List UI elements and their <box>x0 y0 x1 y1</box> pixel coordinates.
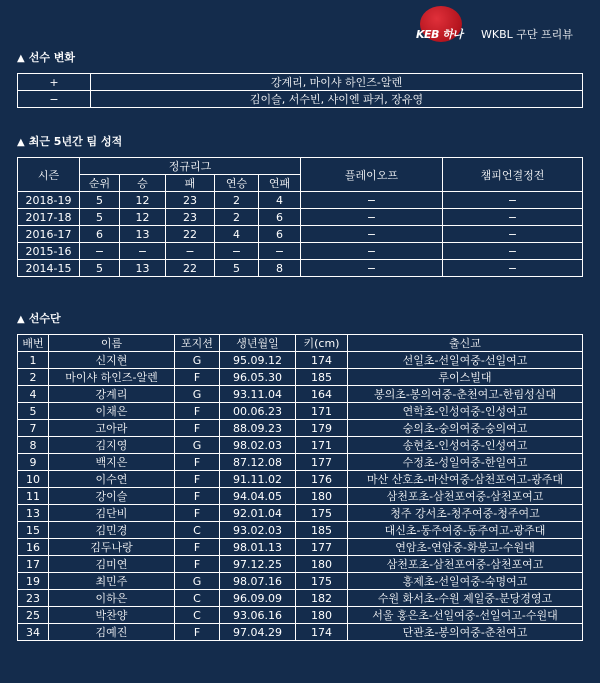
cell-position: F <box>175 488 220 505</box>
cell-school: 연암초-연암중-화봉고-수원대 <box>348 539 583 556</box>
cell-school: 홍제초-선일여중-숙명여고 <box>348 573 583 590</box>
cell-position: F <box>175 454 220 471</box>
player-change-row <box>18 91 583 108</box>
cell-position: F <box>175 539 220 556</box>
cell-school: 선일초-선일여중-선일여고 <box>348 352 583 369</box>
header-school: 출신교 <box>348 335 583 352</box>
table-row <box>18 369 583 386</box>
cell-name: 김단비 <box>49 505 175 522</box>
cell-wins: 12 <box>120 192 166 209</box>
cell-position: F <box>175 403 220 420</box>
cell-number: 5 <box>18 403 49 420</box>
player-change-row <box>18 74 583 91</box>
cell-height: 177 <box>296 539 348 556</box>
cell-height: 179 <box>296 420 348 437</box>
table-row <box>18 573 583 590</box>
cell-birth: 98.07.16 <box>220 573 296 590</box>
cell-number: 13 <box>18 505 49 522</box>
cell-wins: 13 <box>120 260 166 277</box>
cell-name: 김두나랑 <box>49 539 175 556</box>
cell-number: 15 <box>18 522 49 539</box>
cell-school: 연학초-인성여중-인성여고 <box>348 403 583 420</box>
cell-number: 11 <box>18 488 49 505</box>
cell-wins: 13 <box>120 226 166 243</box>
cell-number: 4 <box>18 386 49 403</box>
table-row <box>18 607 583 624</box>
cell-championship: − <box>443 192 583 209</box>
cell-playoff: − <box>301 226 443 243</box>
cell-height: 180 <box>296 607 348 624</box>
cell-position: F <box>175 420 220 437</box>
header-rank: 순위 <box>80 175 120 192</box>
cell-sign: − <box>18 91 91 108</box>
cell-position: C <box>175 522 220 539</box>
cell-name: 이하은 <box>49 590 175 607</box>
cell-number: 23 <box>18 590 49 607</box>
cell-wins: − <box>120 243 166 260</box>
cell-school: 봉의초-봉의여중-춘천여고-한림성심대 <box>348 386 583 403</box>
season-result-row <box>18 209 583 226</box>
cell-name: 강계리 <box>49 386 175 403</box>
cell-playoff: − <box>301 209 443 226</box>
cell-birth: 98.01.13 <box>220 539 296 556</box>
triangle-bullet-icon: ▲ <box>17 137 25 148</box>
cell-school: 숭의초-숭의여중-숭의여고 <box>348 420 583 437</box>
table-row <box>18 437 583 454</box>
header-position: 포지션 <box>175 335 220 352</box>
cell-birth: 93.02.03 <box>220 522 296 539</box>
cell-birth: 96.05.30 <box>220 369 296 386</box>
cell-birth: 91.11.02 <box>220 471 296 488</box>
cell-height: 180 <box>296 488 348 505</box>
cell-position: G <box>175 386 220 403</box>
cell-number: 7 <box>18 420 49 437</box>
recent-results-table <box>17 157 583 277</box>
table-row <box>18 556 583 573</box>
cell-playoff: − <box>301 260 443 277</box>
cell-rank: 5 <box>80 260 120 277</box>
player-changes-table <box>17 73 583 108</box>
header-name: 이름 <box>49 335 175 352</box>
cell-losses: 22 <box>166 226 215 243</box>
cell-name: 마이샤 하인즈-알렌 <box>49 369 175 386</box>
cell-school: 청주 강서초-청주여중-청주여고 <box>348 505 583 522</box>
table-row <box>18 352 583 369</box>
cell-name: 최민주 <box>49 573 175 590</box>
triangle-bullet-icon: ▲ <box>17 53 25 64</box>
cell-win-streak: 2 <box>215 209 259 226</box>
cell-position: G <box>175 573 220 590</box>
cell-rank: − <box>80 243 120 260</box>
cell-win-streak: 5 <box>215 260 259 277</box>
cell-sign: + <box>18 74 91 91</box>
cell-position: F <box>175 369 220 386</box>
table-row <box>18 454 583 471</box>
cell-name: 신지현 <box>49 352 175 369</box>
cell-number: 9 <box>18 454 49 471</box>
page-title: WKBL 구단 프리뷰 <box>481 28 573 41</box>
cell-number: 16 <box>18 539 49 556</box>
cell-loss-streak: 6 <box>259 226 301 243</box>
table-row <box>18 624 583 641</box>
table-row <box>18 522 583 539</box>
cell-height: 175 <box>296 505 348 522</box>
cell-height: 174 <box>296 624 348 641</box>
cell-school: 루이스빌대 <box>348 369 583 386</box>
season-result-row <box>18 243 583 260</box>
cell-name: 김지영 <box>49 437 175 454</box>
cell-name: 박찬양 <box>49 607 175 624</box>
cell-losses: 23 <box>166 209 215 226</box>
cell-number: 1 <box>18 352 49 369</box>
cell-playoff: − <box>301 192 443 209</box>
cell-win-streak: 2 <box>215 192 259 209</box>
cell-position: G <box>175 437 220 454</box>
cell-championship: − <box>443 209 583 226</box>
cell-height: 175 <box>296 573 348 590</box>
cell-school: 단관초-봉의여중-춘천여고 <box>348 624 583 641</box>
cell-position: C <box>175 590 220 607</box>
table-row <box>18 505 583 522</box>
cell-school: 수정초-성일여중-한일여고 <box>348 454 583 471</box>
cell-height: 185 <box>296 522 348 539</box>
cell-school: 서울 홍은초-선일여중-선일여고-수원대 <box>348 607 583 624</box>
team-logo-text: KEB 하나 <box>416 28 463 41</box>
cell-number: 10 <box>18 471 49 488</box>
cell-position: F <box>175 624 220 641</box>
cell-losses: − <box>166 243 215 260</box>
cell-name: 이수연 <box>49 471 175 488</box>
cell-name: 강이슬 <box>49 488 175 505</box>
cell-losses: 23 <box>166 192 215 209</box>
table-row <box>18 590 583 607</box>
cell-school: 마산 산호초-마산여중-삼천포여고-광주대 <box>348 471 583 488</box>
header-height: 키(cm) <box>296 335 348 352</box>
header-wins: 승 <box>120 175 166 192</box>
cell-win-streak: − <box>215 243 259 260</box>
cell-height: 171 <box>296 403 348 420</box>
cell-losses: 22 <box>166 260 215 277</box>
cell-playoff: − <box>301 243 443 260</box>
cell-school: 송현초-인성여중-인성여고 <box>348 437 583 454</box>
cell-rank: 5 <box>80 209 120 226</box>
cell-birth: 94.04.05 <box>220 488 296 505</box>
cell-birth: 87.12.08 <box>220 454 296 471</box>
cell-position: G <box>175 352 220 369</box>
section-title-player-changes: ▲ 선수 변화 <box>17 51 76 64</box>
cell-birth: 97.04.29 <box>220 624 296 641</box>
cell-number: 34 <box>18 624 49 641</box>
cell-rank: 6 <box>80 226 120 243</box>
cell-championship: − <box>443 226 583 243</box>
cell-loss-streak: 4 <box>259 192 301 209</box>
header-championship: 챔피언결정전 <box>443 158 583 192</box>
cell-number: 25 <box>18 607 49 624</box>
section-title-recent-results: ▲ 최근 5년간 팀 성적 <box>17 135 123 148</box>
header-season: 시즌 <box>18 158 80 192</box>
table-row <box>18 403 583 420</box>
cell-season: 2014-15 <box>18 260 80 277</box>
cell-birth: 88.09.23 <box>220 420 296 437</box>
cell-height: 171 <box>296 437 348 454</box>
cell-birth: 92.01.04 <box>220 505 296 522</box>
table-row <box>18 539 583 556</box>
section-title-roster: ▲ 선수단 <box>17 312 61 325</box>
table-row <box>18 471 583 488</box>
cell-win-streak: 4 <box>215 226 259 243</box>
cell-season: 2017-18 <box>18 209 80 226</box>
cell-position: C <box>175 607 220 624</box>
cell-school: 수원 화서초-수원 제일중-분당경영고 <box>348 590 583 607</box>
cell-name: 백지은 <box>49 454 175 471</box>
table-row <box>18 386 583 403</box>
cell-season: 2018-19 <box>18 192 80 209</box>
cell-name: 이채은 <box>49 403 175 420</box>
season-result-row <box>18 260 583 277</box>
cell-height: 182 <box>296 590 348 607</box>
cell-loss-streak: 6 <box>259 209 301 226</box>
cell-height: 180 <box>296 556 348 573</box>
table-row <box>18 420 583 437</box>
cell-birth: 96.09.09 <box>220 590 296 607</box>
cell-name: 김예진 <box>49 624 175 641</box>
cell-birth: 98.02.03 <box>220 437 296 454</box>
cell-number: 2 <box>18 369 49 386</box>
cell-height: 164 <box>296 386 348 403</box>
cell-name: 고아라 <box>49 420 175 437</box>
header-playoff: 플레이오프 <box>301 158 443 192</box>
cell-loss-streak: 8 <box>259 260 301 277</box>
cell-season: 2015-16 <box>18 243 80 260</box>
table-row <box>18 488 583 505</box>
cell-number: 19 <box>18 573 49 590</box>
cell-height: 185 <box>296 369 348 386</box>
header-number: 배번 <box>18 335 49 352</box>
cell-championship: − <box>443 260 583 277</box>
cell-number: 17 <box>18 556 49 573</box>
cell-position: F <box>175 505 220 522</box>
cell-name: 김민경 <box>49 522 175 539</box>
triangle-bullet-icon: ▲ <box>17 314 25 325</box>
cell-birth: 00.06.23 <box>220 403 296 420</box>
cell-players: 김이슬, 서수빈, 샤이엔 파커, 장유영 <box>91 91 583 108</box>
header-birth: 생년월일 <box>220 335 296 352</box>
cell-rank: 5 <box>80 192 120 209</box>
roster-table <box>17 334 583 641</box>
cell-height: 177 <box>296 454 348 471</box>
cell-height: 176 <box>296 471 348 488</box>
cell-wins: 12 <box>120 209 166 226</box>
cell-season: 2016-17 <box>18 226 80 243</box>
cell-birth: 97.12.25 <box>220 556 296 573</box>
header-losses: 패 <box>166 175 215 192</box>
cell-school: 대신초-동주여중-동주여고-광주대 <box>348 522 583 539</box>
page-header <box>0 0 600 46</box>
cell-birth: 93.06.16 <box>220 607 296 624</box>
season-result-row <box>18 226 583 243</box>
season-result-row <box>18 192 583 209</box>
header-win-streak: 연승 <box>215 175 259 192</box>
cell-birth: 95.09.12 <box>220 352 296 369</box>
cell-name: 김미연 <box>49 556 175 573</box>
cell-position: F <box>175 471 220 488</box>
header-loss-streak: 연패 <box>259 175 301 192</box>
cell-position: F <box>175 556 220 573</box>
cell-school: 삼천포초-삼천포여중-삼천포여고 <box>348 556 583 573</box>
cell-height: 174 <box>296 352 348 369</box>
header-regular-league: 정규리그 <box>80 158 301 175</box>
cell-school: 삼천포초-삼천포여중-삼천포여고 <box>348 488 583 505</box>
cell-number: 8 <box>18 437 49 454</box>
cell-loss-streak: − <box>259 243 301 260</box>
cell-birth: 93.11.04 <box>220 386 296 403</box>
cell-championship: − <box>443 243 583 260</box>
cell-players: 강계리, 마이샤 하인즈-알렌 <box>91 74 583 91</box>
